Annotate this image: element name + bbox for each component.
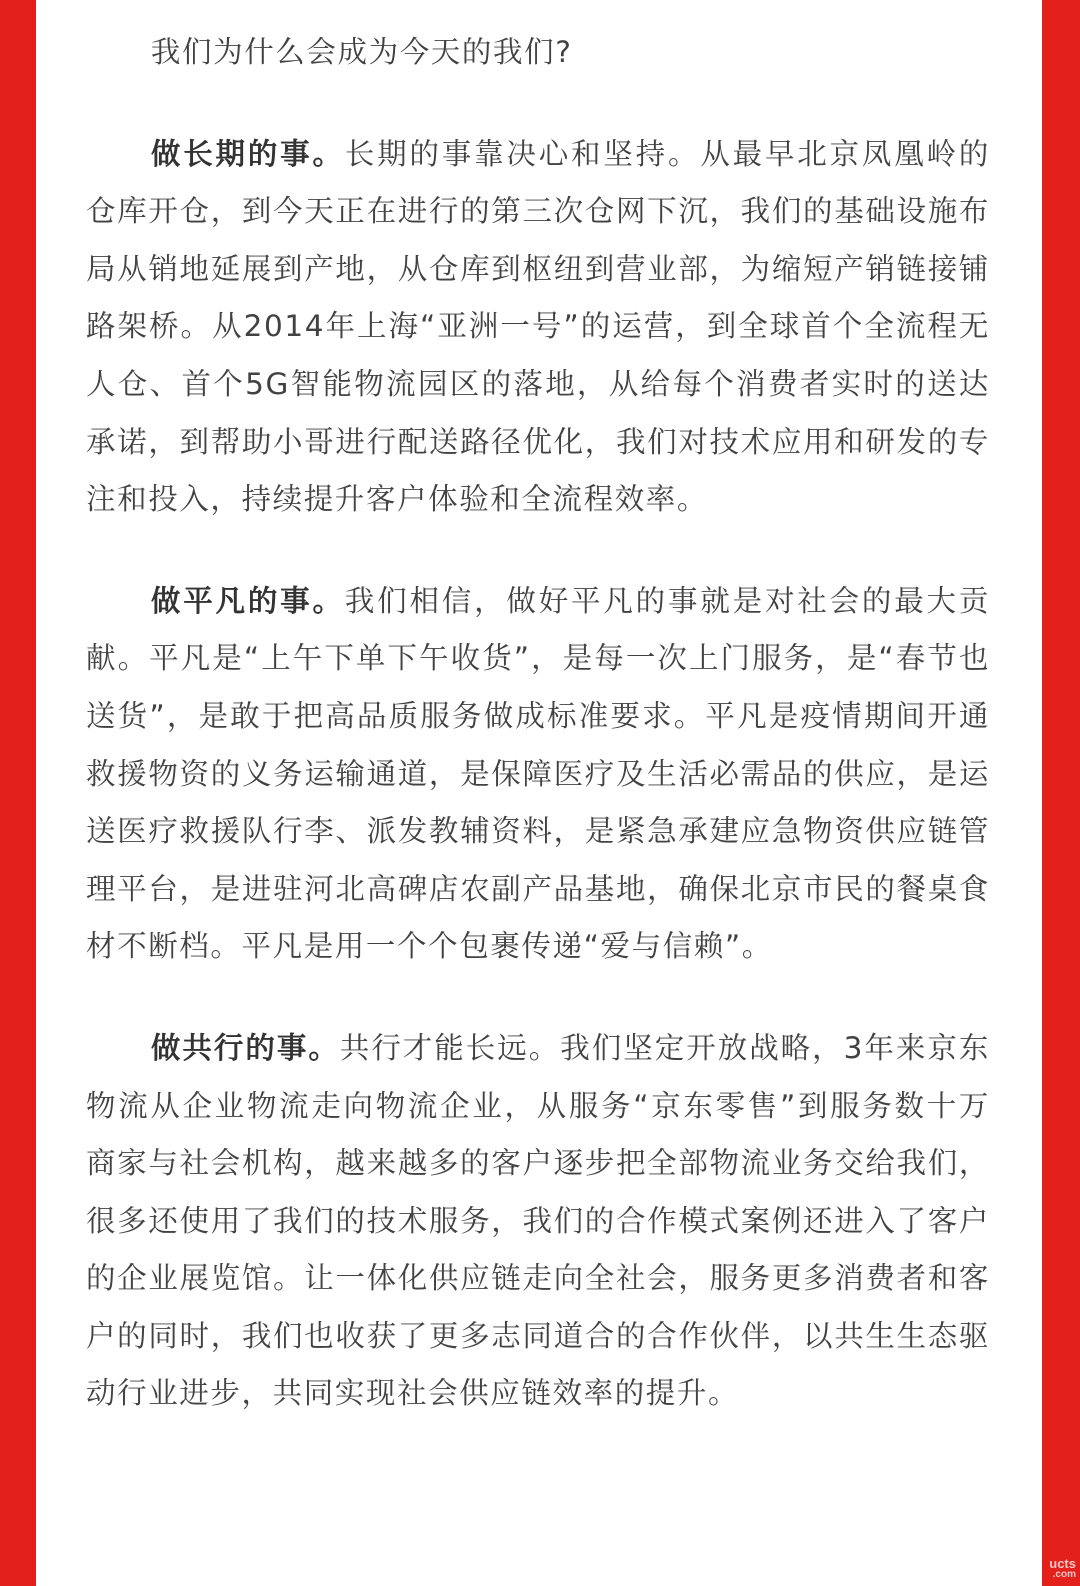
paragraph-lead: 做平凡的事。 [150, 583, 345, 618]
paragraph-text: 共行才能长远。我们坚定开放战略，3年来京东物流从企业物流走向物流企业，从服务“京东零售”到服务数十万商家与社会机构，越来越多的客户逐步把全部物流业务交给我们，很多还使用了我们的技术服务，我们的合作模式案例还进入了客户的企业展览馆。让一体化供应链走向全社会，服务更多消费者和客户的同时，我们也收获了更多志同道合的合作伙伴，以共生生态驱动行业进步，共同实现社会供应链效率的提升。 [86, 1030, 990, 1411]
paragraph-together [86, 1020, 990, 1423]
paragraph-lead: 做长期的事。 [150, 136, 345, 171]
watermark [1049, 1558, 1076, 1580]
article-body [86, 24, 990, 1467]
paragraph-ordinary [86, 573, 990, 976]
left-red-border [0, 0, 36, 1586]
intro-question: 我们为什么会成为今天的我们? [150, 35, 573, 69]
watermark-line1: ucts [1049, 1556, 1076, 1571]
paragraph-text: 长期的事靠决心和坚持。从最早北京凤凰岭的仓库开仓，到今天正在进行的第三次仓网下沉，我们的基础设施布局从销地延展到产地，从仓库到枢纽到营业部，为缩短产销链接铺路架桥。从2014年上海“亚洲一号”的运营，到全球首个全流程无人仓、首个5G智能物流园区的落地，从给每个消费者实时的送达承诺，到帮助小哥进行配送路径优化，我们对技术应用和研发的专注和投入，持续提升客户体验和全流程效率。 [86, 136, 990, 517]
paragraph-text: 我们相信，做好平凡的事就是对社会的最大贡献。平凡是“上午下单下午收货”，是每一次上门服务，是“春节也送货”，是敢于把高品质服务做成标准要求。平凡是疫情期间开通救援物资的义务运输通道，是保障医疗及生活必需品的供应，是运送医疗救援队行李、派发教辅资料，是紧急承建应急物资供应链管理平台，是进驻河北高碑店农副产品基地，确保北京市民的餐桌食材不断档。平凡是用一个个包裹传递“爱与信赖”。 [86, 583, 990, 964]
paragraph-lead: 做共行的事。 [150, 1030, 340, 1065]
watermark-line2: .com [1052, 1569, 1076, 1580]
paragraph-long-term [86, 126, 990, 529]
right-red-border [1042, 0, 1080, 1586]
